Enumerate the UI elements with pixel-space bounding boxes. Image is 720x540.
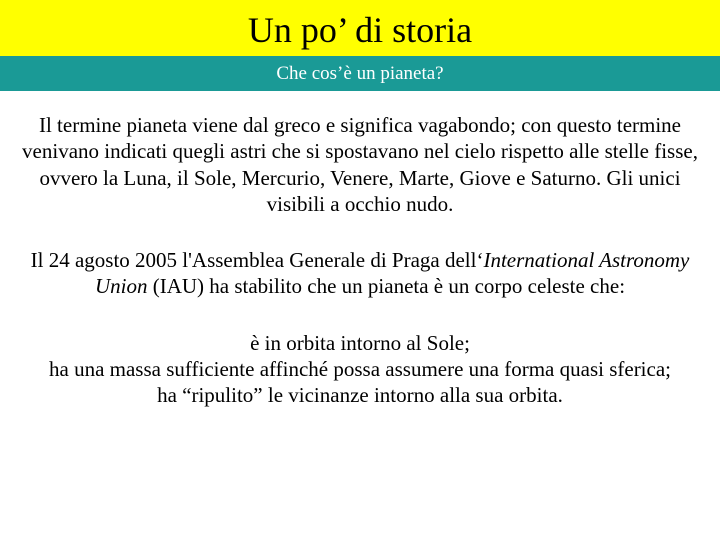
title-bar bbox=[0, 0, 720, 56]
criterion-item: ha una massa sufficiente affinché possa assumere una forma quasi sferica; bbox=[49, 356, 671, 381]
criterion-item: è in orbita intorno al Sole; bbox=[250, 330, 470, 355]
criterion-item: ha “ripulito” le vicinanze intorno alla sua orbita. bbox=[157, 383, 563, 407]
subtitle-bar bbox=[0, 56, 720, 91]
iau-paragraph bbox=[8, 247, 712, 300]
slide-body bbox=[8, 112, 712, 429]
slide-subtitle: Che cos’è un pianeta? bbox=[276, 62, 444, 84]
history-paragraph: Il termine pianeta viene dal greco e significa vagabondo; con questo termine venivano indicati quegli astri che si spostavano nel cielo rispetto alle stelle fisse, ovvero la Luna, il Sole, Mercurio, Venere, Marte, Giove e Saturno. Gli unici visibili a occhio nudo. bbox=[22, 113, 698, 216]
iau-text-before: Il 24 agosto 2005 l'Assemblea Generale di Praga dell‘ bbox=[30, 248, 484, 272]
iau-name: International Astronomy Union bbox=[94, 248, 690, 299]
planet-criteria-list bbox=[8, 330, 712, 409]
slide-title: Un po’ di storia bbox=[247, 10, 473, 50]
iau-text-after: (IAU) ha stabilito che un pianeta è un corpo celeste che: bbox=[147, 274, 626, 299]
